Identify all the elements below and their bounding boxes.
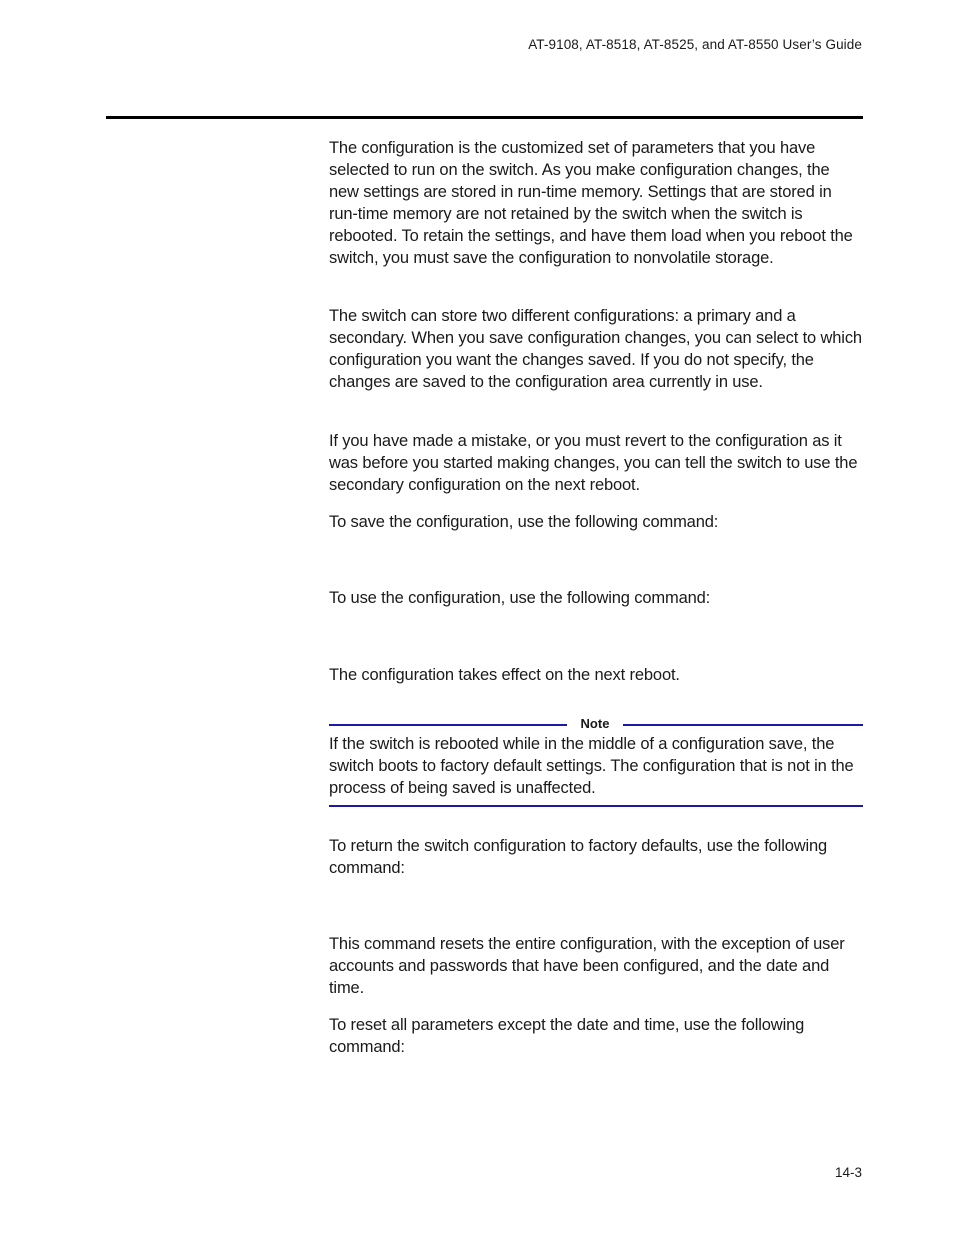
page-number: 14-3 [834,1165,862,1180]
paragraph-revert-configuration: If you have made a mistake, or you must revert to the configuration as it was before you started making changes, you can tell the switch to use the secondary configuration on the next reboot. [329,432,858,494]
note-text: If the switch is rebooted while in the middle of a configuration save, the switch boots to factory default settings. The configuration that is not in the process of being saved is unaffected. [329,735,854,797]
note-header [329,716,863,732]
reset-description: This command resets the entire configuration, with the exception of user accounts and passwords that have been configured, and the date and time. [329,935,845,997]
save-configuration-instruction: To save the configuration, use the following command: [329,513,719,531]
paragraph-two-configurations: The switch can store two different configurations: a primary and a secondary. When you save configuration changes, you can select to which configuration you want the changes saved. If you do not specify, the changes are saved to the configuration area currently in use. [329,307,862,391]
note-rule-right [623,724,863,726]
running-header: AT-9108, AT-8518, AT-8525, and AT-8550 User’s Guide [528,37,862,52]
use-configuration-instruction: To use the configuration, use the following command: [329,589,711,607]
note-label: Note [580,716,610,731]
header-rule [106,116,863,119]
reboot-effect-note: The configuration takes effect on the next reboot. [329,666,680,684]
note-bottom-rule [329,805,863,807]
reset-all-instruction: To reset all parameters except the date and time, use the following command: [329,1016,805,1056]
factory-defaults-instruction: To return the switch configuration to factory defaults, use the following command: [329,837,828,877]
paragraph-configuration-intro: The configuration is the customized set of parameters that you have selected to run on the switch. As you make configuration changes, the new settings are stored in run-time memory. Settings that are stored in run-time memory are not retained by the switch when the switch is rebooted. To retain the settings, and have them load when you reboot the switch, you must save the configuration to nonvolatile storage. [329,139,853,267]
note-rule-left [329,724,567,726]
